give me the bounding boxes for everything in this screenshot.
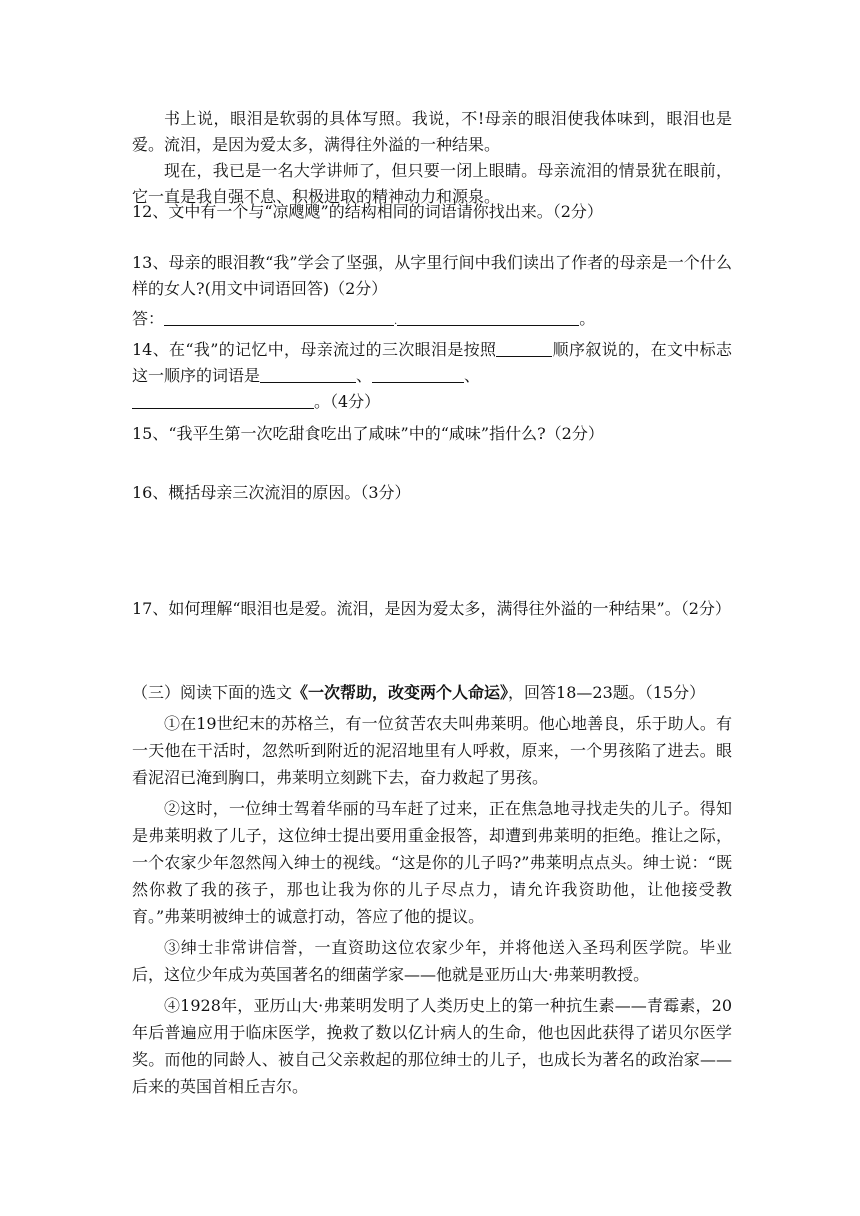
article-paragraph: ④1928年，亚历山大·弗莱明发明了人类历史上的第一种抗生素——青霉素，20年后普遍应用于临床医学，挽救了数以亿计病人的生命，他也因此获得了诺贝尔医学奖。而他的同龄人、被自己父亲救起的那位绅士的儿子，也成长为著名的政治家——后来的英国首相丘吉尔。	[132, 996, 732, 1096]
question-13-answer-line: 答： . 。	[132, 309, 596, 328]
answer-blank[interactable]	[164, 309, 394, 326]
section-3-intro: （三）阅读下面的选文《一次帮助，改变两个人命运》，回答18—23题。（15分）	[132, 683, 706, 702]
question-16: 16、概括母亲三次流泪的原因。（3分）	[132, 483, 411, 502]
passage-ending	[132, 106, 732, 210]
answer-label: 答：	[132, 309, 165, 328]
question-14-text: 。（4分）	[314, 392, 381, 411]
article-paragraph: ①在19世纪末的苏格兰，有一位贫苦农夫叫弗莱明。他心地善良，乐于助人。有一天他在干活时，忽然听到附近的泥沼地里有人呼救，原来，一个男孩陷了进去。眼看泥沼已淹到胸口，弗莱明立刻跳下去，奋力救起了男孩。	[132, 714, 732, 787]
answer-blank[interactable]	[397, 309, 579, 326]
section-3	[132, 680, 732, 1100]
answer-blank[interactable]	[132, 392, 314, 409]
article-paragraph: ②这时，一位绅士驾着华丽的马车赶了过来，正在焦急地寻找走失的儿子。得知是弗莱明救了儿子，这位绅士提出要用重金报答，却遭到弗莱明的拒绝。推让之际，一个农家少年忽然闯入绅士的视线。“这是你的儿子吗?”弗莱明点点头。绅士说：“既然你救了我的孩子，那也让我为你的儿子尽点力，请允许我资助他，让他接受教育。”弗莱明被绅士的诚意打动，答应了他的提议。	[132, 799, 732, 926]
question-14-text: 14、在“我”的记忆中，母亲流过的三次眼泪是按照	[132, 340, 497, 359]
article-paragraph: ③绅士非常讲信誉，一直资助这位农家少年，并将他送入圣玛利医学院。毕业后，这位少年成为英国著名的细菌学家——他就是亚历山大·弗莱明教授。	[132, 938, 732, 984]
answer-blank[interactable]	[496, 340, 552, 357]
separator: 、	[464, 366, 481, 385]
question-12: 12、文中有一个与“凉飕飕”的结构相同的词语请你找出来。（2分）	[132, 202, 603, 221]
answer-end-mark: 。	[579, 309, 596, 328]
article-title: 《一次帮助，改变两个人命运》	[292, 683, 509, 702]
question-13: 13、母亲的眼泪教“我”学会了坚强，从字里行间中我们读出了作者的母亲是一个什么样的女人?(用文中词语回答)（2分）	[132, 253, 732, 298]
answer-blank[interactable]	[372, 366, 464, 383]
question-14-text: 顺序叙说的，在文中标志这一顺序的词语是	[132, 340, 732, 385]
question-14	[132, 337, 732, 415]
question-17: 17、如何理解“眼泪也是爱。流泪，是因为爱太多，满得往外溢的一种结果”。（2分）	[132, 599, 731, 618]
passage-paragraph: 现在，我已是一名大学讲师了，但只要一闭上眼睛。母亲流泪的情景犹在眼前，它一直是我自强不息、积极进取的精神动力和源泉。	[132, 161, 732, 206]
question-15: 15、“我平生第一次吃甜食吃出了咸味”中的“咸味”指什么?（2分）	[132, 424, 604, 443]
separator: 、	[356, 366, 373, 385]
answer-blank[interactable]	[260, 366, 356, 383]
passage-paragraph: 书上说，眼泪是软弱的具体写照。我说，不!母亲的眼泪使我体味到，眼泪也是爱。流泪，是因为爱太多，满得往外溢的一种结果。	[132, 109, 732, 154]
